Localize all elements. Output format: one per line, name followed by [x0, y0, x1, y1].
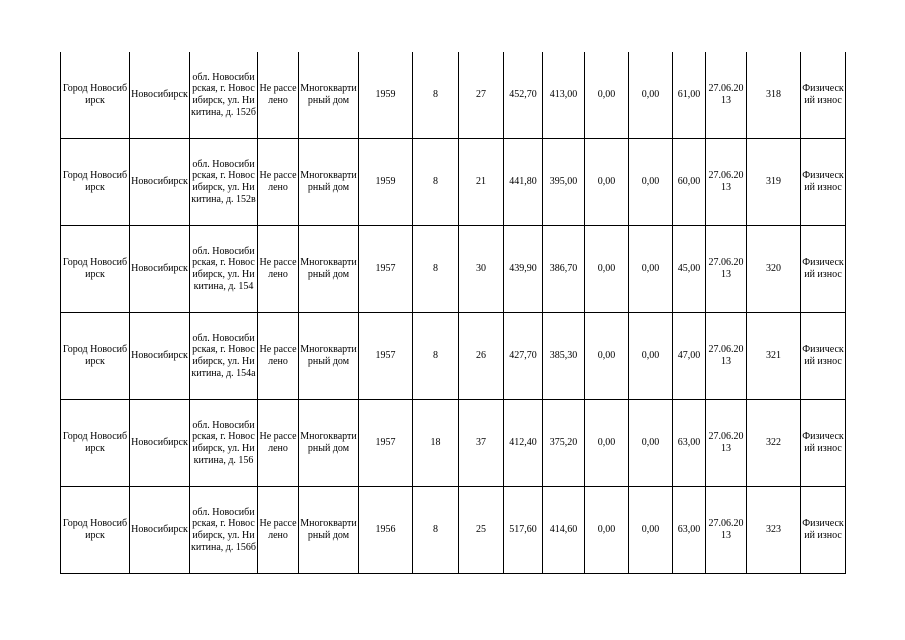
- cell-count-2: 21: [459, 139, 504, 226]
- cell-reason: Физический износ: [801, 400, 846, 487]
- cell-year: 1956: [359, 487, 413, 574]
- cell-area-total: 441,80: [504, 139, 543, 226]
- cell-city: Город Новосибирск: [61, 52, 130, 139]
- cell-status: Не расселено: [258, 226, 299, 313]
- cell-area-total: 517,60: [504, 487, 543, 574]
- cell-type: Многоквартирный дом: [299, 487, 359, 574]
- cell-district: Новосибирск: [130, 487, 190, 574]
- cell-reason: Физический износ: [801, 139, 846, 226]
- cell-count-1: 18: [413, 400, 459, 487]
- cell-value-3: 60,00: [673, 139, 706, 226]
- cell-value-3: 61,00: [673, 52, 706, 139]
- cell-count-2: 26: [459, 313, 504, 400]
- cell-type: Многоквартирный дом: [299, 139, 359, 226]
- cell-value-1: 0,00: [585, 52, 629, 139]
- cell-number: 323: [747, 487, 801, 574]
- cell-area-living: 395,00: [543, 139, 585, 226]
- cell-value-2: 0,00: [629, 487, 673, 574]
- cell-area-living: 413,00: [543, 52, 585, 139]
- cell-year: 1957: [359, 313, 413, 400]
- cell-address: обл. Новосибирская, г. Новосибирск, ул. Никитина, д. 156б: [190, 487, 258, 574]
- cell-value-1: 0,00: [585, 400, 629, 487]
- cell-date: 27.06.2013: [706, 52, 747, 139]
- cell-year: 1959: [359, 52, 413, 139]
- cell-count-1: 8: [413, 313, 459, 400]
- cell-reason: Физический износ: [801, 226, 846, 313]
- cell-city: Город Новосибирск: [61, 226, 130, 313]
- cell-value-2: 0,00: [629, 52, 673, 139]
- cell-year: 1959: [359, 139, 413, 226]
- cell-value-3: 63,00: [673, 400, 706, 487]
- cell-address: обл. Новосибирская, г. Новосибирск, ул. Никитина, д. 156: [190, 400, 258, 487]
- table-row: [61, 400, 846, 487]
- cell-value-3: 63,00: [673, 487, 706, 574]
- cell-count-1: 8: [413, 226, 459, 313]
- cell-number: 318: [747, 52, 801, 139]
- cell-area-total: 427,70: [504, 313, 543, 400]
- table-row: [61, 487, 846, 574]
- housing-table: [60, 52, 846, 574]
- cell-number: 319: [747, 139, 801, 226]
- cell-count-2: 30: [459, 226, 504, 313]
- cell-count-2: 27: [459, 52, 504, 139]
- cell-value-1: 0,00: [585, 487, 629, 574]
- cell-value-1: 0,00: [585, 139, 629, 226]
- table-body: [61, 52, 846, 574]
- cell-district: Новосибирск: [130, 226, 190, 313]
- cell-value-2: 0,00: [629, 226, 673, 313]
- cell-area-total: 452,70: [504, 52, 543, 139]
- cell-value-2: 0,00: [629, 313, 673, 400]
- cell-status: Не расселено: [258, 139, 299, 226]
- cell-city: Город Новосибирск: [61, 139, 130, 226]
- cell-type: Многоквартирный дом: [299, 226, 359, 313]
- cell-year: 1957: [359, 400, 413, 487]
- cell-date: 27.06.2013: [706, 487, 747, 574]
- table-row: [61, 226, 846, 313]
- cell-value-3: 45,00: [673, 226, 706, 313]
- cell-area-living: 386,70: [543, 226, 585, 313]
- cell-city: Город Новосибирск: [61, 487, 130, 574]
- cell-value-1: 0,00: [585, 226, 629, 313]
- cell-date: 27.06.2013: [706, 226, 747, 313]
- cell-area-living: 385,30: [543, 313, 585, 400]
- cell-area-living: 414,60: [543, 487, 585, 574]
- cell-value-2: 0,00: [629, 400, 673, 487]
- cell-value-2: 0,00: [629, 139, 673, 226]
- cell-address: обл. Новосибирская, г. Новосибирск, ул. Никитина, д. 154: [190, 226, 258, 313]
- cell-date: 27.06.2013: [706, 139, 747, 226]
- cell-number: 322: [747, 400, 801, 487]
- cell-type: Многоквартирный дом: [299, 400, 359, 487]
- cell-count-1: 8: [413, 487, 459, 574]
- cell-status: Не расселено: [258, 52, 299, 139]
- cell-number: 321: [747, 313, 801, 400]
- cell-reason: Физический износ: [801, 52, 846, 139]
- cell-address: обл. Новосибирская, г. Новосибирск, ул. Никитина, д. 152в: [190, 139, 258, 226]
- cell-type: Многоквартирный дом: [299, 313, 359, 400]
- cell-type: Многоквартирный дом: [299, 52, 359, 139]
- cell-reason: Физический износ: [801, 313, 846, 400]
- cell-status: Не расселено: [258, 313, 299, 400]
- cell-count-2: 37: [459, 400, 504, 487]
- cell-count-1: 8: [413, 52, 459, 139]
- cell-address: обл. Новосибирская, г. Новосибирск, ул. Никитина, д. 154а: [190, 313, 258, 400]
- cell-area-living: 375,20: [543, 400, 585, 487]
- cell-address: обл. Новосибирская, г. Новосибирск, ул. Никитина, д. 152б: [190, 52, 258, 139]
- cell-city: Город Новосибирск: [61, 400, 130, 487]
- cell-date: 27.06.2013: [706, 313, 747, 400]
- cell-district: Новосибирск: [130, 139, 190, 226]
- cell-district: Новосибирск: [130, 313, 190, 400]
- cell-year: 1957: [359, 226, 413, 313]
- cell-date: 27.06.2013: [706, 400, 747, 487]
- cell-area-total: 412,40: [504, 400, 543, 487]
- cell-number: 320: [747, 226, 801, 313]
- cell-area-total: 439,90: [504, 226, 543, 313]
- cell-count-1: 8: [413, 139, 459, 226]
- cell-status: Не расселено: [258, 400, 299, 487]
- table-row: [61, 52, 846, 139]
- cell-status: Не расселено: [258, 487, 299, 574]
- cell-count-2: 25: [459, 487, 504, 574]
- cell-district: Новосибирск: [130, 400, 190, 487]
- cell-reason: Физический износ: [801, 487, 846, 574]
- table-row: [61, 313, 846, 400]
- cell-value-1: 0,00: [585, 313, 629, 400]
- cell-city: Город Новосибирск: [61, 313, 130, 400]
- cell-district: Новосибирск: [130, 52, 190, 139]
- table-row: [61, 139, 846, 226]
- cell-value-3: 47,00: [673, 313, 706, 400]
